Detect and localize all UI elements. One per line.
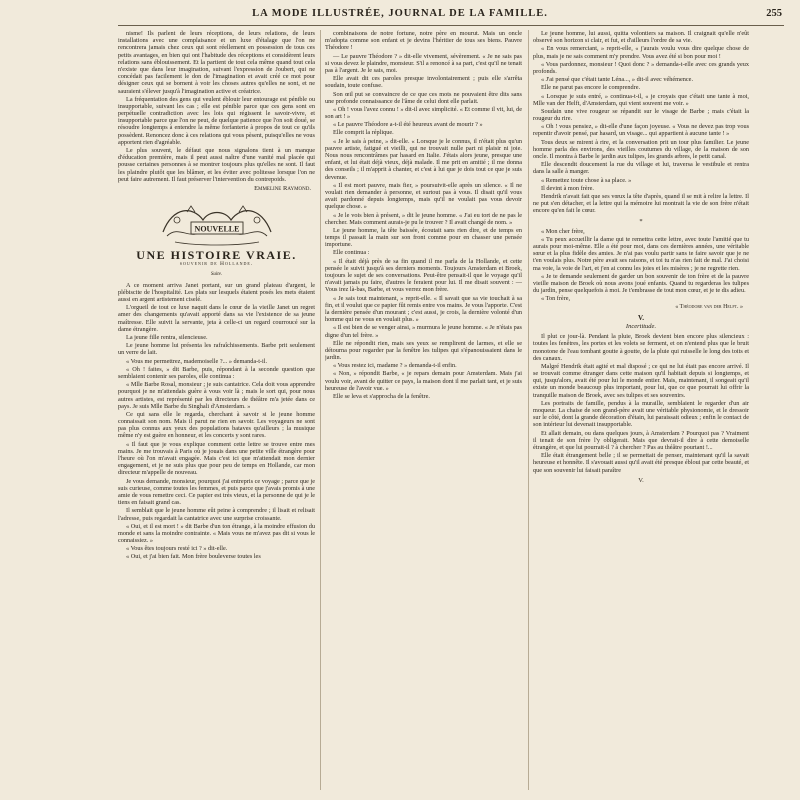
section-star: * xyxy=(639,217,643,225)
letter-salutation: « Mon cher frère, xyxy=(541,227,585,235)
paragraph: Elle ne répondit rien, mais ses yeux se remplirent de larmes, et elle se détourna pour regarder par la fenêtre les tulipes qui s'épanouissaient dans le jardin. xyxy=(325,339,522,362)
paragraph: Le jeune homme, lui aussi, quitta volontiers sa maison. Il craignait qu'elle n'eût observé son horizon si clair, et fut, et d'ailleurs l'ordre de sa vie. xyxy=(533,30,749,45)
page-header xyxy=(0,8,800,22)
paragraph: « Le pauvre Théodore a-t-il été heureux avant de mourir ? » xyxy=(333,121,483,129)
paragraph: Le jeune homme lui présenta les rafraîchissements. Barbe prit seulement un verre de lait. xyxy=(118,342,315,357)
letter-signature: « Théodore van der Helft. » xyxy=(675,303,743,310)
paragraph: Il devint à mon frère. xyxy=(541,184,594,192)
paragraph: Le plus souvent, le défaut que nous signalons tient à un manque d'éducation première, mais il peut aussi naître d'une vanité mal placée qui pousse certaines personnes à se montrer toujours plus qu'elles ne sont. Il faut les plaindre plutôt que les blâmer, et les éviter avec politesse lorsque l'on ne peut faire autrement. Il faut préserver l'intervention du contrepoids. xyxy=(118,147,315,183)
paragraph: Malgré Hendrik était agité et mal disposé ; ce qui ne lui était pas encore arrivé. Il se trouvait comme étranger dans cette maison qu'il habitait depuis si longtemps, et qui, jusqu'alors, avait été pour lui le monde entier. Mais, maintenant, il songeait qu'il existe un monde beaucoup plus important, pour lui, que ce que pourrait lui offrir la tranquille maison de Broek, avec ses tulipes et ses souvenirs. xyxy=(533,362,749,399)
letter-paragraph: « Je te demande seulement de garder un bon souvenir de ton frère et de la pauvre vieille maison de Broek où nous avons joué enfants. Quand tu regarderas les tulipes du jardin, pense quelquefois à moi. Je t'embrasse de tout mon cœur, et je te dis adieu. xyxy=(533,272,749,295)
paragraph: Les portraits de famille, pendus à la muraille, semblaient le regarder d'un air moqueur. La chaise de son grand-père avait une véritable physionomie, et le dressoir sur le côté, dont la grande décoration d'étain, lui paraissait odieux ; enfin le contact de son intérieur lui devenait insupportable. xyxy=(533,399,749,429)
paragraph: Elle ne parut pas encore le comprendre. xyxy=(541,84,641,92)
paragraph: « Il faut que je vous explique comment cette lettre se trouve entre mes mains. Je me trouvais à Paris où je jouais dans une petite ville étrangère pour l'heure où l'on m'avait engagée. Mais c'est ici que m'attendait mon dernier engagement, et je ne suis plus que pour peu de temps en Hollande, car mon directeur m'appelle de nouveau. xyxy=(118,440,315,477)
footer-marker: V. xyxy=(638,476,644,484)
paragraph: Elle se leva et s'approcha de la fenêtre. xyxy=(333,393,430,400)
story-title: UNE HISTOIRE VRAIE. xyxy=(136,248,297,263)
paragraph: « Remettez toute chose à sa place. » xyxy=(541,176,632,184)
paragraph: « Oh ! vous pensiez, » dit-elle d'une façon joyeuse. « Vous ne devez pas trop vous repentir d'avoir pensé, par hasard, un visage... qui appartient à aucune tante ! » xyxy=(533,123,749,138)
paragraph: — Le pauvre Théodore ? » dit-elle vivement, sévèrement. « Je ne sais pas si vous devez le plaindre, monsieur. S'il a renoncé à sa part, c'est qu'il ne tenait pas à l'argent. Je le sais, moi. xyxy=(325,52,522,74)
paragraph: « Lorsque je suis entré, » continua-t-il, « je croyais que c'était une tante à moi, Mlle van der Helft, d'Amsterdam, qui vient souvent me voir. » xyxy=(533,92,749,107)
paragraph: Il plut ce jour-là. Pendant la pluie, Broek devient bien encore plus silencieux : toutes les fenêtres, les portes et les volets se ferment, et on n'entend plus que le bruit monotone de l'eau tombant goutte à goutte, de la pluie qui ruisselle le long des toits et des canaux. xyxy=(533,333,749,362)
paragraph: « Oh ! vous l'avez connu ! » dit-il avec simplicité. « Et comme il vit, lui, de son art ! » xyxy=(325,105,522,121)
paragraph: « Je le sais à peine, » dit-elle. « Lorsque je le connus, il n'était plus qu'un pauvre artiste, fatigué et vieilli, qui ne trouvait nulle part ni plaisir ni joie. Nous nous rencontrâmes par hasard en Italie. J'étais alors jeune, presque une enfant, et lui était déjà vieux, déjà malade. Il me prit en amitié ; il me donna des conseils ; il m'apprit à chanter, et c'est à lui que je dois tout ce que je suis devenue. xyxy=(325,137,522,181)
paragraph: Et allait demain, ou dans quelques jours, à Amsterdam ? Pourquoi pas ? Vraiment il tenait de son frère l'y obligerait. Mais que devrait-il dire à cette demoiselle étrangère, et que lui pourrait-il ? à chercher ? Pas au théâtre pourtant !... xyxy=(533,429,749,451)
paragraph: Elle était étrangement belle ; il se permettait de penser, maintenant qu'il la savait heureuse et honnête. Il s'avouait aussi qu'il avait été presque ébloui par cette beauté, et que son souvenir lui faisait paraître xyxy=(533,452,749,474)
paragraph: Il semblait que le jeune homme eût peine à comprendre ; il lisait et relisait l'adresse, puis regardait la cantatrice avec une surprise croissante. xyxy=(118,507,315,522)
article-signature: Emmeline Raymond. xyxy=(254,184,311,192)
column-divider-2 xyxy=(528,30,529,790)
paragraph: Je vous demande, monsieur, pourquoi j'ai entrepris ce voyage ; parce que je suis curieuse, comme toutes les femmes, et puis parce que j'avais promis à une amie de vous remettre ceci. Ce papier est très vieux, et la personne de qui je le tiens en faisait grand cas. xyxy=(118,477,315,507)
ornament-label: NOUVELLE xyxy=(194,224,239,234)
paragraph: Son œil put se convaincre de ce que ces mots ne pouvaient être dits sans une profonde connaissance de l'âme de celui dont elle parlait. xyxy=(325,90,522,105)
page-number: 255 xyxy=(766,8,782,19)
paragraph: « Il est mort pauvre, mais fier, » poursuivit-elle après un silence. « Il ne voulait rien demander à personne, et surtout pas à vous. Il disait qu'il vous avait pardonné depuis longtemps, mais qu'il ne voulait pas vous devoir quelque chose. » xyxy=(325,181,522,211)
paragraph: « Oui, et il est mort ! » dit Barbe d'un ton étrange, à la moindre effusion du monde et sans la moindre contrainte. « Mais vous ne m'avez pas dit si vous le connaissiez. » xyxy=(118,522,315,545)
paragraph: « Non, » répondit Barbe, « je repars demain pour Amsterdam. Mais j'ai voulu voir, avant de quitter ce pays, la maison dont il me parlait tant, et je suis heureuse de l'avoir vue. » xyxy=(325,370,522,392)
chapter-number: V. xyxy=(638,313,644,322)
paragraph: « Vous me permettrez, mademoiselle ?... » demanda-t-il. xyxy=(126,357,268,365)
paragraph: « Je le vois bien à présent, » dit le jeune homme. « J'ai eu tort de ne pas le chercher. Mais comment aurais-je pu le trouver ? Il avait changé de nom. » xyxy=(325,211,522,226)
paragraph: nisme! Ils parlent de leurs réceptions, de leurs relations, de leurs installations avec une complaisance et un luxe d'étalage que l'on ne rencontrera jamais chez ceux qui sont réellement en possession de tous ces petits avantages, en bien qui ont l'habitude des réceptions et considèrent leurs relations sans éblouissement. Et la partient de tout cela même quand tout cela n'existe que dans leur imagination, suivant l'expression de Joubert, qui ne concédait pas facilement le don de l'imagination et avait créé ce mot pour désigner ceux qui se bornent à voir les choses autres qu'elles ne sont, et ne sauraient s'élever jusqu'à l'imagination active et créatrice. xyxy=(118,30,315,95)
paragraph: « Oui, et j'ai bien fait. Mon frère bouleverse toutes les xyxy=(126,553,261,561)
paragraph: « Mlle Barbe Rosal, monsieur ; je suis cantatrice. Cela doit vous apprendre pourquoi je ne m'attendais guère à vous voir là ; mais le sort qui, pour nous autres artistes, est représenté par les directeurs de théâtre m'a jetée dans ce pays. Je suis Mlle Barbe du Singhali d'Amsterdam. » xyxy=(118,381,315,410)
paragraph: Ce qui sans elle le regarda, cherchant à savoir si le jeune homme connaissait son nom. Mais il parut ne rien en savoir. Les voyageurs ne sont pas plus connus aux yeux des populations bataves qu'ailleurs ; la musique même n'y est guère en honneur, et les concerts y sont rares. xyxy=(118,410,315,440)
paragraph: La fréquentation des gens qui veulent éblouir leur entourage est pénible ou insupportable, suivant les cas ; elle est pénible parce que ces gens sont en perpétuelle contradiction avec les lois qui régissent le savoir-vivre, et insupportable parce que l'on ne peut, de quelque patience que l'on soit doué, se résoudre longtemps à entendre la même forfanterie à propos de tout ce qu'ils possèdent. Renoncez donc à ces relations qui vous pèsent, puisqu'elles ne vous apportent rien d'agréable. xyxy=(118,95,315,146)
paragraph: Elle continua : xyxy=(333,249,370,257)
paragraph: « En vous remerciant, » reprit-elle, « j'aurais voulu vous dire quelque chose de plus, mais je ne sais comment m'y prendre. Vous avez été si bon pour moi ! xyxy=(533,45,749,60)
chapter-title: Incertitude. xyxy=(625,322,657,330)
journal-title: LA MODE ILLUSTRÉE, JOURNAL DE LA FAMILLE. xyxy=(252,8,548,19)
paragraph: L'orgueil de tout ce luxe naquit dans le cœur de la vieille Janet un regret amer des changements qu'avait apporté dans sa vie l'existence de sa jeune maîtresse. Elle suivit la servante, jeta à celle-ci un regard courroucé sur la dame étrangère. xyxy=(118,304,315,333)
column-divider-1 xyxy=(320,30,321,790)
paragraph: Elle avait dit ces paroles presque involontairement ; puis elle s'arrêta soudain, toute confuse. xyxy=(325,75,522,90)
column-3 xyxy=(533,30,749,790)
story-suite: Suite. xyxy=(210,271,223,277)
paragraph: Le jeune homme, la tête baissée, écoutait sans rien dire, et de temps en temps il passait la main sur son front comme pour en chasser une pensée importune. xyxy=(325,226,522,249)
paragraph: « Vous restez ici, madame ? » demanda-t-il enfin. xyxy=(333,362,457,370)
paragraph: « Il est bien de se venger ainsi, » murmura le jeune homme. « Je n'étais pas digne d'un tel frère. » xyxy=(325,324,522,339)
header-rule xyxy=(118,25,784,26)
nouvelle-ornament xyxy=(157,198,277,248)
paragraph: La jeune fille rentra, silencieuse. xyxy=(126,334,208,341)
paragraph: « J'ai pensé que c'était tante Léna..., » dit-il avec véhémence. xyxy=(541,76,694,84)
column-1 xyxy=(118,30,315,790)
paragraph: « Il était déjà près de sa fin quand il me parla de la Hollande, et cette pensée le suivit jusqu'à ses derniers moments. Toujours Amsterdam et Broek, toujours le sujet de ses conversations. Peut-être pensait-il que le voyage qu'il n'avait jamais pu faire, d'autres le feraient pour lui. Il me disait souvent : — Vous irez là-bas, Barbe, et vous verrez mon frère. xyxy=(325,257,522,294)
paragraph: combinaisons de notre fortune, notre père en mourut. Mais un oncle m'adopta comme son enfant et je devins l'héritier de tous ses biens. Pauvre Théodore ! xyxy=(325,30,522,52)
paragraph: « Vous êtes toujours resté ici ? » dit-elle. xyxy=(126,545,228,553)
paragraph: « Je sais tout maintenant, » reprit-elle. « Il savait que sa vie touchait à sa fin, et il voulut que ce papier fût remis entre vos mains. Je vous l'apporte. C'est la dernière pensée d'un mourant ; c'est aussi, je crois, la dernière volonté d'un homme qui ne vous en voulait plus. » xyxy=(325,294,522,324)
paragraph: « Vous pardonnez, monsieur ! Quoi donc ? » demanda-t-elle avec ces grands yeux profonds. xyxy=(533,60,749,75)
column-2 xyxy=(325,30,522,790)
paragraph: Tous deux se mirent à rire, et la conversation prit un tour plus familier. Le jeune homme parla des environs, des vieilles coutumes du village, de la maison de son oncle. Il montra à Barbe le jardin aux tulipes, les grands arbres, le petit canal. xyxy=(533,138,749,160)
paragraph: Hendrik n'avait fait que ses vœux la tête d'après, quand il se mit à relire la lettre. Il ne put s'en détacher, et la lettre qui la mémoire lui montrait la vie de son frère n'était encore qu'en fait le cœur. xyxy=(533,192,749,215)
paragraph: « Oh ! faites, » dit Barbe, puis, répondant à la seconde question que semblaient contenir ses paroles, elle continua : xyxy=(118,365,315,380)
paragraph: Elle comprit la réplique. xyxy=(333,129,394,137)
paragraph: Elle descendit doucement la rue du village et lui, traversa le vestibule et rentra dans la salle à manger. xyxy=(533,161,749,176)
letter-paragraph: « Tu peux accueillir la dame qui te remettra cette lettre, avec toute l'amitié que tu aurais pour moi-même. Elle a été pour moi, dans ces dernières années, une véritable sœur et la plus fidèle des amies. Je n'ai pas voulu partir sans te faire savoir que je ne t'en voulais plus. Notre père avait ses raisons, et toi tu n'as rien fait de mal. J'ai choisi ma voie, la voie de l'art, et j'en ai connu les joies et les misères ; je ne regrette rien. xyxy=(533,235,749,272)
paragraph: A ce moment arriva Janet portant, sur un grand plateau d'argent, le plébiscite de l'hospitalité. Les plats sur lesquels étaient posés les mets étaient aussi en argent artistement ciselé. xyxy=(118,281,315,304)
story-subtitle: souvenir de Hollande. xyxy=(179,261,254,268)
letter-closing: « Ton frère, xyxy=(541,295,571,303)
paragraph: Soudain une vive rougeur se répandit sur le visage de Barbe ; mais c'était la rougeur du rire. xyxy=(533,107,749,123)
